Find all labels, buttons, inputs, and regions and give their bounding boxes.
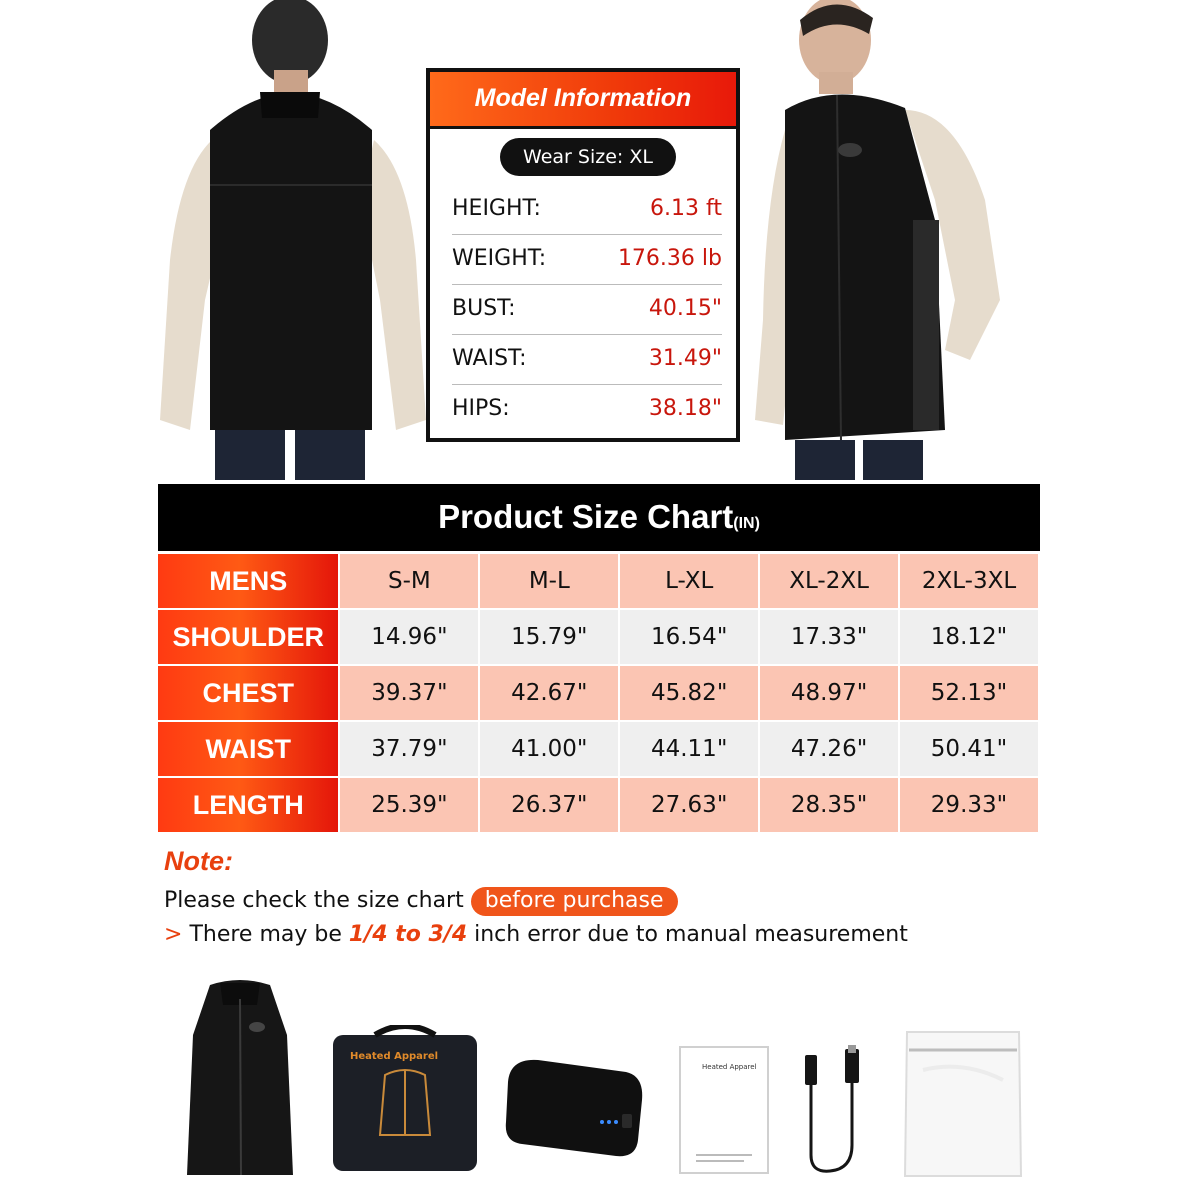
- size-column-header: M-L: [480, 554, 620, 610]
- row-label: WAIST: [158, 722, 340, 778]
- row-label: CHEST: [158, 666, 340, 722]
- table-cell: 14.96": [340, 610, 480, 666]
- size-chart-title-text: Product Size Chart: [438, 498, 734, 535]
- note-line-2-start: There may be: [189, 922, 342, 947]
- wear-size-badge: Wear Size: XL: [500, 138, 676, 176]
- table-cell: 52.13": [900, 666, 1040, 722]
- table-cell: 42.67": [480, 666, 620, 722]
- note-line-1: [164, 887, 678, 916]
- model-weight-value: 176.36 lb: [617, 246, 722, 271]
- chevron-right-icon: >: [164, 922, 183, 947]
- model-hips-label: HIPS:: [452, 396, 510, 421]
- table-cell: 47.26": [760, 722, 900, 778]
- table-cell: 25.39": [340, 778, 480, 834]
- size-column-header: S-M: [340, 554, 480, 610]
- table-cell: 18.12": [900, 610, 1040, 666]
- table-cell: 29.33": [900, 778, 1040, 834]
- power-bank-image: [498, 1052, 650, 1162]
- size-chart-header: [158, 484, 1040, 551]
- model-information-title: Model Information: [474, 84, 692, 112]
- table-cell: 26.37": [480, 778, 620, 834]
- model-waist-row: [452, 336, 722, 385]
- before-purchase-highlight: before purchase: [471, 887, 678, 916]
- note-line-1-text: Please check the size chart: [164, 888, 464, 913]
- model-waist-value: 31.49": [648, 346, 722, 371]
- size-chart-title: [158, 498, 1040, 536]
- model-front-photo: [745, 0, 1045, 480]
- chest-row: [158, 666, 1040, 722]
- table-cell: 28.35": [760, 778, 900, 834]
- model-bust-label: BUST:: [452, 296, 516, 321]
- user-manual-image: [678, 1045, 770, 1175]
- note-title: Note:: [164, 846, 233, 876]
- model-hips-row: [452, 386, 722, 434]
- table-cell: 39.37": [340, 666, 480, 722]
- table-cell: 16.54": [620, 610, 760, 666]
- size-column-header: L-XL: [620, 554, 760, 610]
- size-column-header: XL-2XL: [760, 554, 900, 610]
- note-line-2: [164, 922, 908, 947]
- table-cell: 41.00": [480, 722, 620, 778]
- size-column-header: 2XL-3XL: [900, 554, 1040, 610]
- table-cell: 17.33": [760, 610, 900, 666]
- model-height-value: 6.13 ft: [650, 196, 722, 221]
- note-line-2-end: inch error due to manual measurement: [474, 922, 908, 947]
- table-cell: 50.41": [900, 722, 1040, 778]
- error-range-text: 1/4 to 3/4: [348, 922, 468, 947]
- model-waist-label: WAIST:: [452, 346, 527, 371]
- shoulder-row: [158, 610, 1040, 666]
- table-cell: 15.79": [480, 610, 620, 666]
- row-label: SHOULDER: [158, 610, 340, 666]
- table-cell: 45.82": [620, 666, 760, 722]
- size-chart-unit: (IN): [733, 515, 760, 532]
- table-cell: 27.63": [620, 778, 760, 834]
- model-back-photo: [150, 0, 440, 480]
- laundry-bag-image: [903, 1030, 1023, 1180]
- model-weight-label: WEIGHT:: [452, 246, 547, 271]
- table-cell: 48.97": [760, 666, 900, 722]
- heated-vest-image: [175, 975, 305, 1185]
- mens-header-cell: MENS: [158, 554, 340, 610]
- model-bust-row: [452, 286, 722, 335]
- model-bust-value: 40.15": [648, 296, 722, 321]
- model-information-card: [426, 68, 740, 442]
- model-height-row: [452, 186, 722, 235]
- waist-row: [158, 722, 1040, 778]
- length-row: [158, 778, 1040, 834]
- model-information-header: [430, 72, 736, 129]
- size-header-row: [158, 554, 1040, 610]
- size-chart-table: [158, 554, 1040, 834]
- model-weight-row: [452, 236, 722, 285]
- table-cell: 44.11": [620, 722, 760, 778]
- table-cell: 37.79": [340, 722, 480, 778]
- model-hips-value: 38.18": [648, 396, 722, 421]
- row-label: LENGTH: [158, 778, 340, 834]
- model-height-label: HEIGHT:: [452, 196, 541, 221]
- manual-brand-label: Heated Apparel: [702, 1063, 757, 1071]
- bag-brand-label: Heated Apparel: [350, 1051, 439, 1062]
- usb-cable-image: [800, 1045, 870, 1175]
- storage-bag-image: [330, 1025, 480, 1175]
